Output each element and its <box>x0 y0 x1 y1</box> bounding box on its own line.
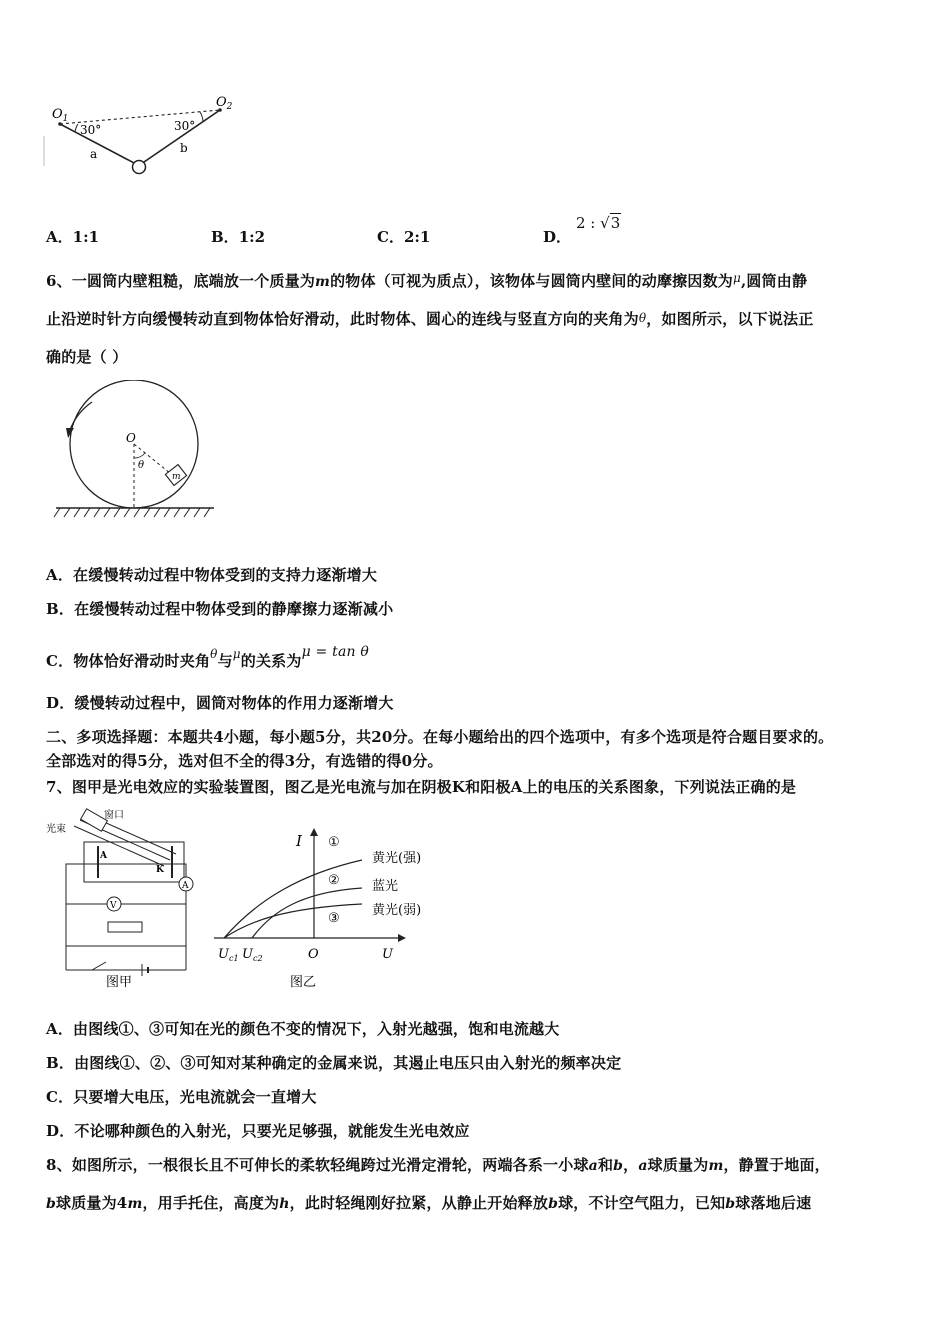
label-m: m <box>172 472 181 482</box>
q5-option-d <box>543 226 571 247</box>
option-label: C． <box>377 228 404 246</box>
option-text: 1:2 <box>238 228 266 246</box>
label-o: O <box>126 431 136 445</box>
ground-hatch <box>54 508 210 517</box>
curve-1-number: ① <box>328 835 340 850</box>
y-arrow <box>310 828 318 836</box>
two-rope-figure <box>40 96 250 186</box>
window-label: 窗口 <box>104 810 124 821</box>
iu-graph <box>212 826 442 992</box>
origin-label: O <box>308 947 319 962</box>
q7-option-b: B．由图线①、②、③可知对某种确定的金属来说，其遏止电压只由入射光的频率决定 <box>46 1054 622 1072</box>
switch <box>92 962 106 970</box>
q6-stem-line-1: 6、一圆筒内壁粗糙，底端放一个质量为m的物体（可视为质点），该物体与圆筒内壁间的动摩擦因数为$^\mu$,圆筒由静 <box>46 271 808 290</box>
point-o1 <box>58 122 62 126</box>
option-label: B． <box>211 228 239 246</box>
curve-3-number: ③ <box>328 911 340 926</box>
section2-line-1: 二、多项选择题：本题共4小题，每小题5分，共20分。在每小题给出的四个选项中，有多个选项是符合题目要求的。 <box>46 728 834 746</box>
caption-jia: 图甲 <box>106 975 133 990</box>
angle-arc-right <box>200 112 203 121</box>
q7-option-d: D．不论哪种颜色的入射光，只要光足够强，就能发生光电效应 <box>46 1122 470 1140</box>
rheostat <box>108 922 142 932</box>
x-arrow <box>398 934 406 942</box>
apparatus-figure <box>44 806 194 992</box>
option-label: D． <box>543 228 572 246</box>
q7-stem: 7、图甲是光电效应的实验装置图，图乙是光电流与加在阴极K和阳极A上的电压的关系图象，下列说法正确的是 <box>46 778 797 796</box>
q5-option-d-formula: 2 : √3 <box>576 214 621 232</box>
curve-3-label: 黄光(弱) <box>372 903 422 918</box>
option-text: 2:1 <box>403 228 431 246</box>
curve-1-label: 黄光(强) <box>372 851 422 866</box>
curve-2 <box>252 888 362 938</box>
option-text: 1:1 <box>72 228 100 246</box>
q7-option-a: A．由图线①、③可知在光的颜色不变的情况下，入射光越强，饱和电流越大 <box>46 1020 560 1038</box>
q7-option-c: C．只要增大电压，光电流就会一直增大 <box>46 1088 317 1106</box>
q6-stem-line-2: 止沿逆时针方向缓慢转动直到物体恰好滑动，此时物体、圆心的连线与竖直方向的夹角为θ，如图所示，以下说法正 <box>46 310 814 328</box>
rope-b-label: b <box>180 141 188 155</box>
q6-option-b: B．在缓慢转动过程中物体受到的静摩擦力逐渐减小 <box>46 600 394 618</box>
cathode-label: K <box>156 865 164 875</box>
q6-option-c: C．物体恰好滑动时夹角$^\theta$与$^\mu$的关系为μ = tan θ <box>46 644 369 670</box>
cylinder-figure <box>48 380 218 522</box>
curve-2-label: 蓝光 <box>372 879 399 894</box>
uc1-label: $U_{c1}$ <box>218 947 239 963</box>
label-o1: $O_1$ <box>52 107 69 124</box>
axis-label-u: U <box>382 947 393 962</box>
option-label: A． <box>46 228 73 246</box>
light-beam-1 <box>74 826 164 866</box>
q5-option-c <box>377 226 430 247</box>
label-theta: θ <box>138 460 145 471</box>
anode-label: A <box>100 851 107 861</box>
curve-2-number: ② <box>328 873 340 888</box>
q5-option-b <box>211 226 265 247</box>
angle-label-right: 30° <box>174 119 196 133</box>
q6-option-a: A．在缓慢转动过程中物体受到的支持力逐渐增大 <box>46 566 378 584</box>
q5-option-a <box>46 226 99 247</box>
q6-stem-line-3: 确的是（ ） <box>46 348 128 366</box>
uc2-label: $U_{c2}$ <box>242 947 263 963</box>
angle-label-left: 30° <box>80 123 102 137</box>
dashed-horizontal-line <box>60 110 220 124</box>
axis-label-i: I <box>296 832 302 850</box>
section2-line-2: 全部选对的得5分，选对但不全的得3分，有选错的得0分。 <box>46 752 443 770</box>
label-o2: $O_2$ <box>216 96 233 112</box>
beam-label: 光束 <box>46 824 66 835</box>
ball <box>133 161 146 174</box>
theta-arc <box>134 453 145 458</box>
voltmeter-label: V <box>110 901 117 911</box>
q6-c-formula: μ = tan θ <box>301 644 369 660</box>
q8-stem-line-1: 8、如图所示，一根很长且不可伸长的柔软轻绳跨过光滑定滑轮，两端各系一小球a和b，a球质量为m，静置于地面， <box>46 1156 830 1174</box>
ammeter-label: A <box>182 881 189 891</box>
q8-stem-line-2: b球质量为4m，用手托住，高度为h，此时轻绳刚好拉紧，从静止开始释放b球，不计空气阻力，已知b球落地后速 <box>46 1194 812 1212</box>
caption-yi: 图乙 <box>290 975 317 990</box>
angle-arc-left <box>75 124 78 132</box>
rope-a-label: a <box>90 147 98 161</box>
curve-3 <box>224 904 362 938</box>
q6-option-d: D．缓慢转动过程中，圆筒对物体的作用力逐渐增大 <box>46 694 394 712</box>
